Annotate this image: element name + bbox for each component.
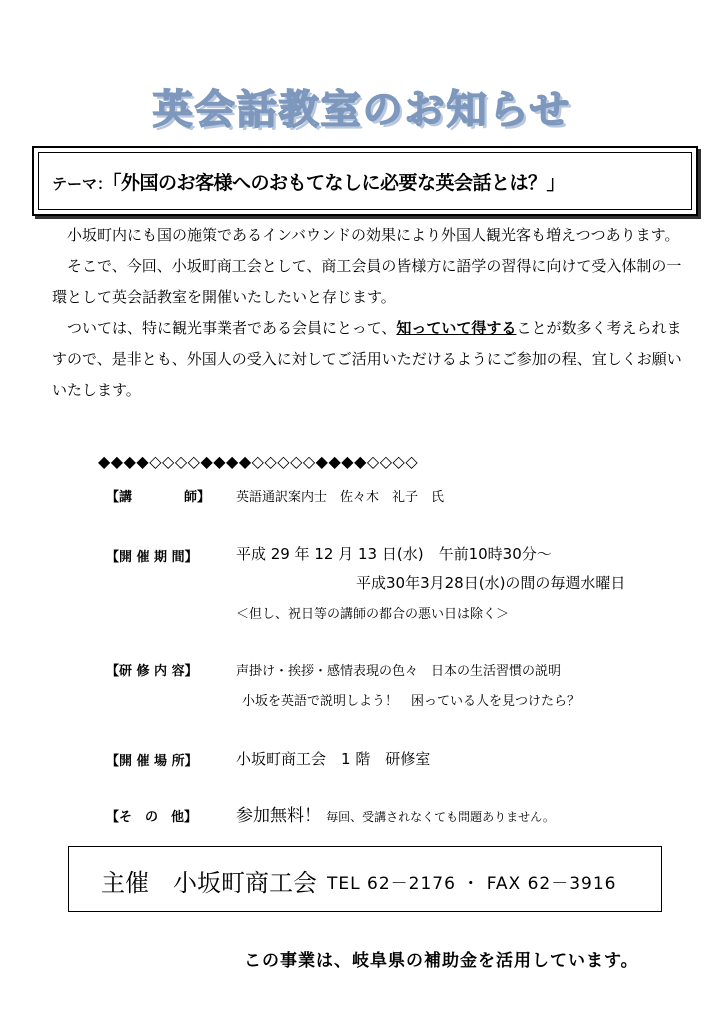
other-note: 毎回、受講されなくても問題ありません。 (326, 810, 555, 824)
intro-p3-emphasis: 知っていて得する (396, 319, 517, 337)
page-title: 英会話教室のお知らせ (152, 87, 572, 133)
intro-paragraph-2 (52, 251, 682, 313)
intro-p2-text: そこで、今回、小坂町商工会として、商工会員の皆様方に語学の習得に向けて受入体制の一環として英会話教室を開催いたしたいと存じます。 (52, 257, 682, 306)
theme-box (32, 146, 698, 216)
venue-value: 小坂町商工会 1 階 研修室 (236, 750, 431, 768)
period-line-1: 平成 29 年 12 月 13 日(水) 午前10時30分～ (236, 545, 552, 563)
period-note: ＜但し、祝日等の講師の都合の悪い日は除く＞ (236, 607, 510, 622)
intro-paragraph-3 (52, 313, 682, 406)
organizer-contact: TEL 62－2176 ・ FAX 62－3916 (327, 874, 617, 894)
theme-line (52, 168, 565, 195)
period-line-2: 平成30年3月28日(水)の間の毎週水曜日 (356, 574, 626, 592)
intro-p3-post: ことが数多く考えられますので、是非とも、外国人の受入に対してご活用いただけるようにご参加の程、宜しくお願いいたします。 (52, 319, 682, 399)
venue-label: 【開 催 場 所】 (106, 754, 198, 769)
theme-text: 「外国のお客様へのおもてなしに必要な英会話とは？」 (112, 172, 566, 194)
content-label: 【研 修 内 容】 (106, 664, 198, 679)
intro-paragraph-1 (52, 220, 682, 251)
diamond-divider: ◆◆◆◆◇◇◇◇◆◆◆◆◇◇◇◇◇◆◆◆◆◇◇◇◇ (98, 452, 419, 471)
intro-p3-pre: ついては、特に観光事業者である会員にとって、 (67, 319, 397, 337)
instructor-value: 英語通訳案内士 佐々木 礼子 氏 (236, 490, 445, 505)
content-line-2: 小坂を英語で説明しよう！ 困っている人を見つけたら？ (242, 694, 581, 709)
intro-p1-text: 小坂町内にも国の施策であるインバウンドの効果により外国人観光客も増えつつあります。 (67, 226, 680, 244)
instructor-label: 【講 師】 (106, 490, 211, 505)
subsidy-note: この事業は、岐阜県の補助金を活用しています。 (244, 951, 639, 971)
organizer-name: 主催 小坂町商工会 (101, 869, 317, 897)
content-line-1: 声掛け・挨拶・感情表現の色々 日本の生活習慣の説明 (236, 664, 562, 679)
theme-label: テーマ： (52, 175, 113, 193)
free-admission: 参加無料！ (236, 806, 321, 826)
other-value (236, 801, 555, 826)
period-label: 【開 催 期 間】 (106, 550, 198, 565)
other-label: 【そ の 他】 (106, 810, 198, 825)
intro-section (52, 220, 682, 406)
organizer-box (68, 846, 662, 912)
